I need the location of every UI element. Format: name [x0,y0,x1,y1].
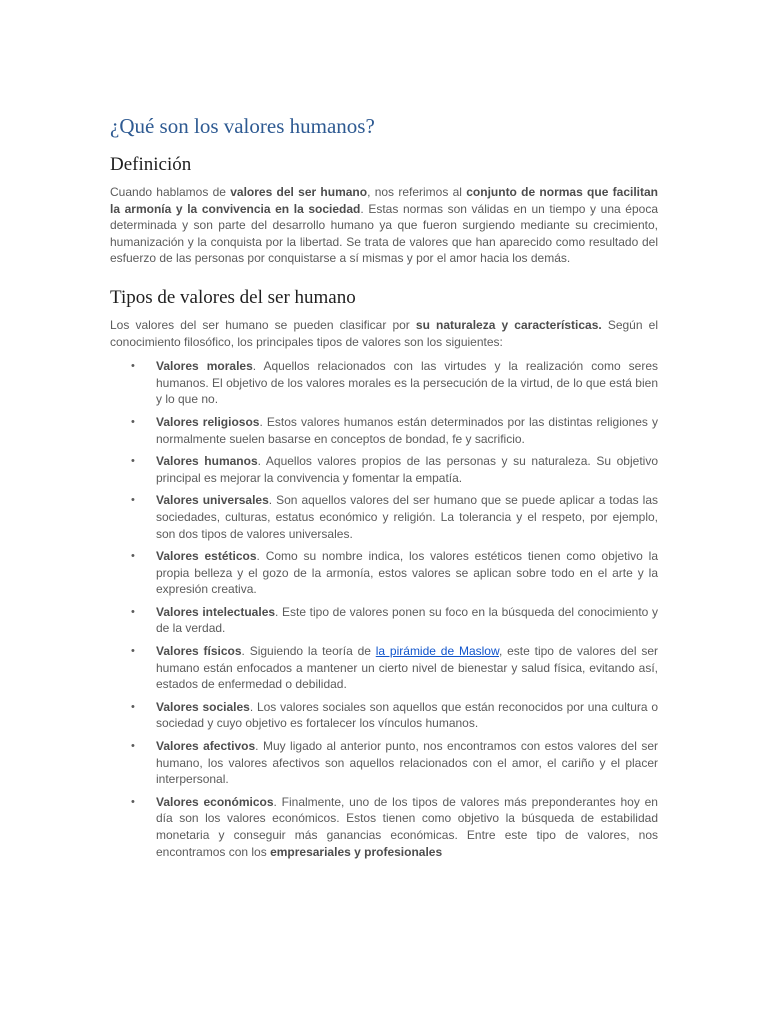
list-item-valores-humanos [110,453,658,486]
definition-text-3: . Estas normas son válidas en un tiempo y una época determinada y son parte del desarrollo humano ya que fueron surgiendo mediante su crecimiento, humanización y la conquista por la libertad. Se trata de valores que han aparecido como resultado del esfuerzo de las personas por conquistarse a sí mismas y por el amor hacia los demás. [110,201,658,266]
item-title: Valores morales [156,359,253,374]
definition-bold-1: valores del ser humano [230,185,368,199]
types-text-2: Según el conocimiento filosófico, los principales tipos de valores son los siguientes: [110,317,658,349]
item-title: Valores sociales [156,699,250,714]
item-title: Valores estéticos [156,549,257,564]
item-text: . Aquellos valores propios de las personas y su naturaleza. Su objetivo principal es mejorar la convivencia y fomentar la empatía. [156,454,658,485]
definition-heading: Definición [110,154,192,175]
item-text: . Muy ligado al anterior punto, nos encontramos con estos valores del ser humano, los valores afectivos son aquellos relacionados con el amor, el cariño y el placer interpersonal. [156,739,658,787]
item-title: Valores religiosos [156,414,260,429]
list-item-valores-morales [110,358,658,408]
item-title: Valores humanos [156,454,258,469]
maslow-pyramid-link[interactable]: la pirámide de Maslow [375,644,499,659]
item-text: . Los valores sociales son aquellos que están reconocidos por una cultura o sociedad y cuyo objetivo es fortalecer los vínculos humanos. [156,699,658,731]
bullet-icon: • [131,360,135,373]
types-text-1: Los valores del ser humano se pueden clasificar por [110,317,416,332]
list-item-valores-afectivos [110,738,658,788]
bullet-icon: • [131,455,135,468]
item-bold-end: empresariales y profesionales [270,844,443,859]
item-text: . Finalmente, uno de los tipos de valores más preponderantes hoy en día son los valores económicos. Estos tienen como objetivo la búsqueda de estabilidad monetaria y conseguir más ganancias económicas. Entre este tipo de valores, nos encontramos con los [156,794,658,859]
bullet-icon: • [131,700,135,713]
definition-bold-2: conjunto de normas que facilitan la armonía y la convivencia en la sociedad [110,185,659,216]
list-item-valores-esteticos [110,548,658,598]
item-title: Valores intelectuales [156,604,276,619]
bullet-icon: • [131,740,135,753]
item-text: , este tipo de valores del ser humano están enfocados a mantener un cierto nivel de bienestar y salud física, evitando así, estados de enfermedad o debilidad. [156,644,658,692]
definition-text-1: Cuando hablamos de [110,185,231,199]
list-item-valores-universales [110,492,658,542]
list-item-valores-economicos [110,794,658,860]
types-list [110,358,658,860]
list-item-valores-sociales [110,699,658,732]
item-text: . Como su nombre indica, los valores estéticos tienen como objetivo la propia belleza y el gozo de la armonía, estos valores se aplican sobre todo en el arte y la expresión creativa. [156,549,659,597]
bullet-icon: • [131,415,135,428]
item-text: . Son aquellos valores del ser humano que se puede aplicar a todas las sociedades, culturas, estatus económico y religión. La tolerancia y el respeto, por ejemplo, son dos tipos de valores universales. [156,493,658,541]
bullet-icon: • [131,795,135,808]
types-intro-paragraph [110,317,658,350]
item-title: Valores económicos [156,794,274,809]
definition-paragraph [110,184,658,267]
list-item-valores-fisicos [110,643,658,693]
page-title: ¿Qué son los valores humanos? [110,114,375,138]
item-text: . Estos valores humanos están determinados por las distintas religiones y normalmente suelen basarse en conceptos de bondad, fe y sacrificio. [156,414,658,446]
item-title: Valores universales [156,493,269,508]
list-item-valores-intelectuales [110,604,658,637]
document-page [110,112,658,866]
bullet-icon: • [131,494,135,507]
definition-text-2: , nos referimos al [367,185,467,199]
item-text: . Aquellos relacionados con las virtudes y la realización como seres humanos. El objetivo de los valores morales es la persecución de la virtud, de lo que está bien y lo que no. [156,359,658,407]
item-title: Valores físicos [156,644,242,659]
item-text: . Este tipo de valores ponen su foco en la búsqueda del conocimiento y de la verdad. [156,604,658,636]
item-text-pre: . Siguiendo la teoría de [241,644,376,659]
item-title: Valores afectivos [156,739,256,754]
list-item-valores-religiosos [110,414,658,447]
types-bold-1: su naturaleza y características. [415,317,602,332]
bullet-icon: • [131,605,135,618]
bullet-icon: • [131,645,135,658]
types-heading: Tipos de valores del ser humano [110,286,356,308]
bullet-icon: • [131,550,135,563]
